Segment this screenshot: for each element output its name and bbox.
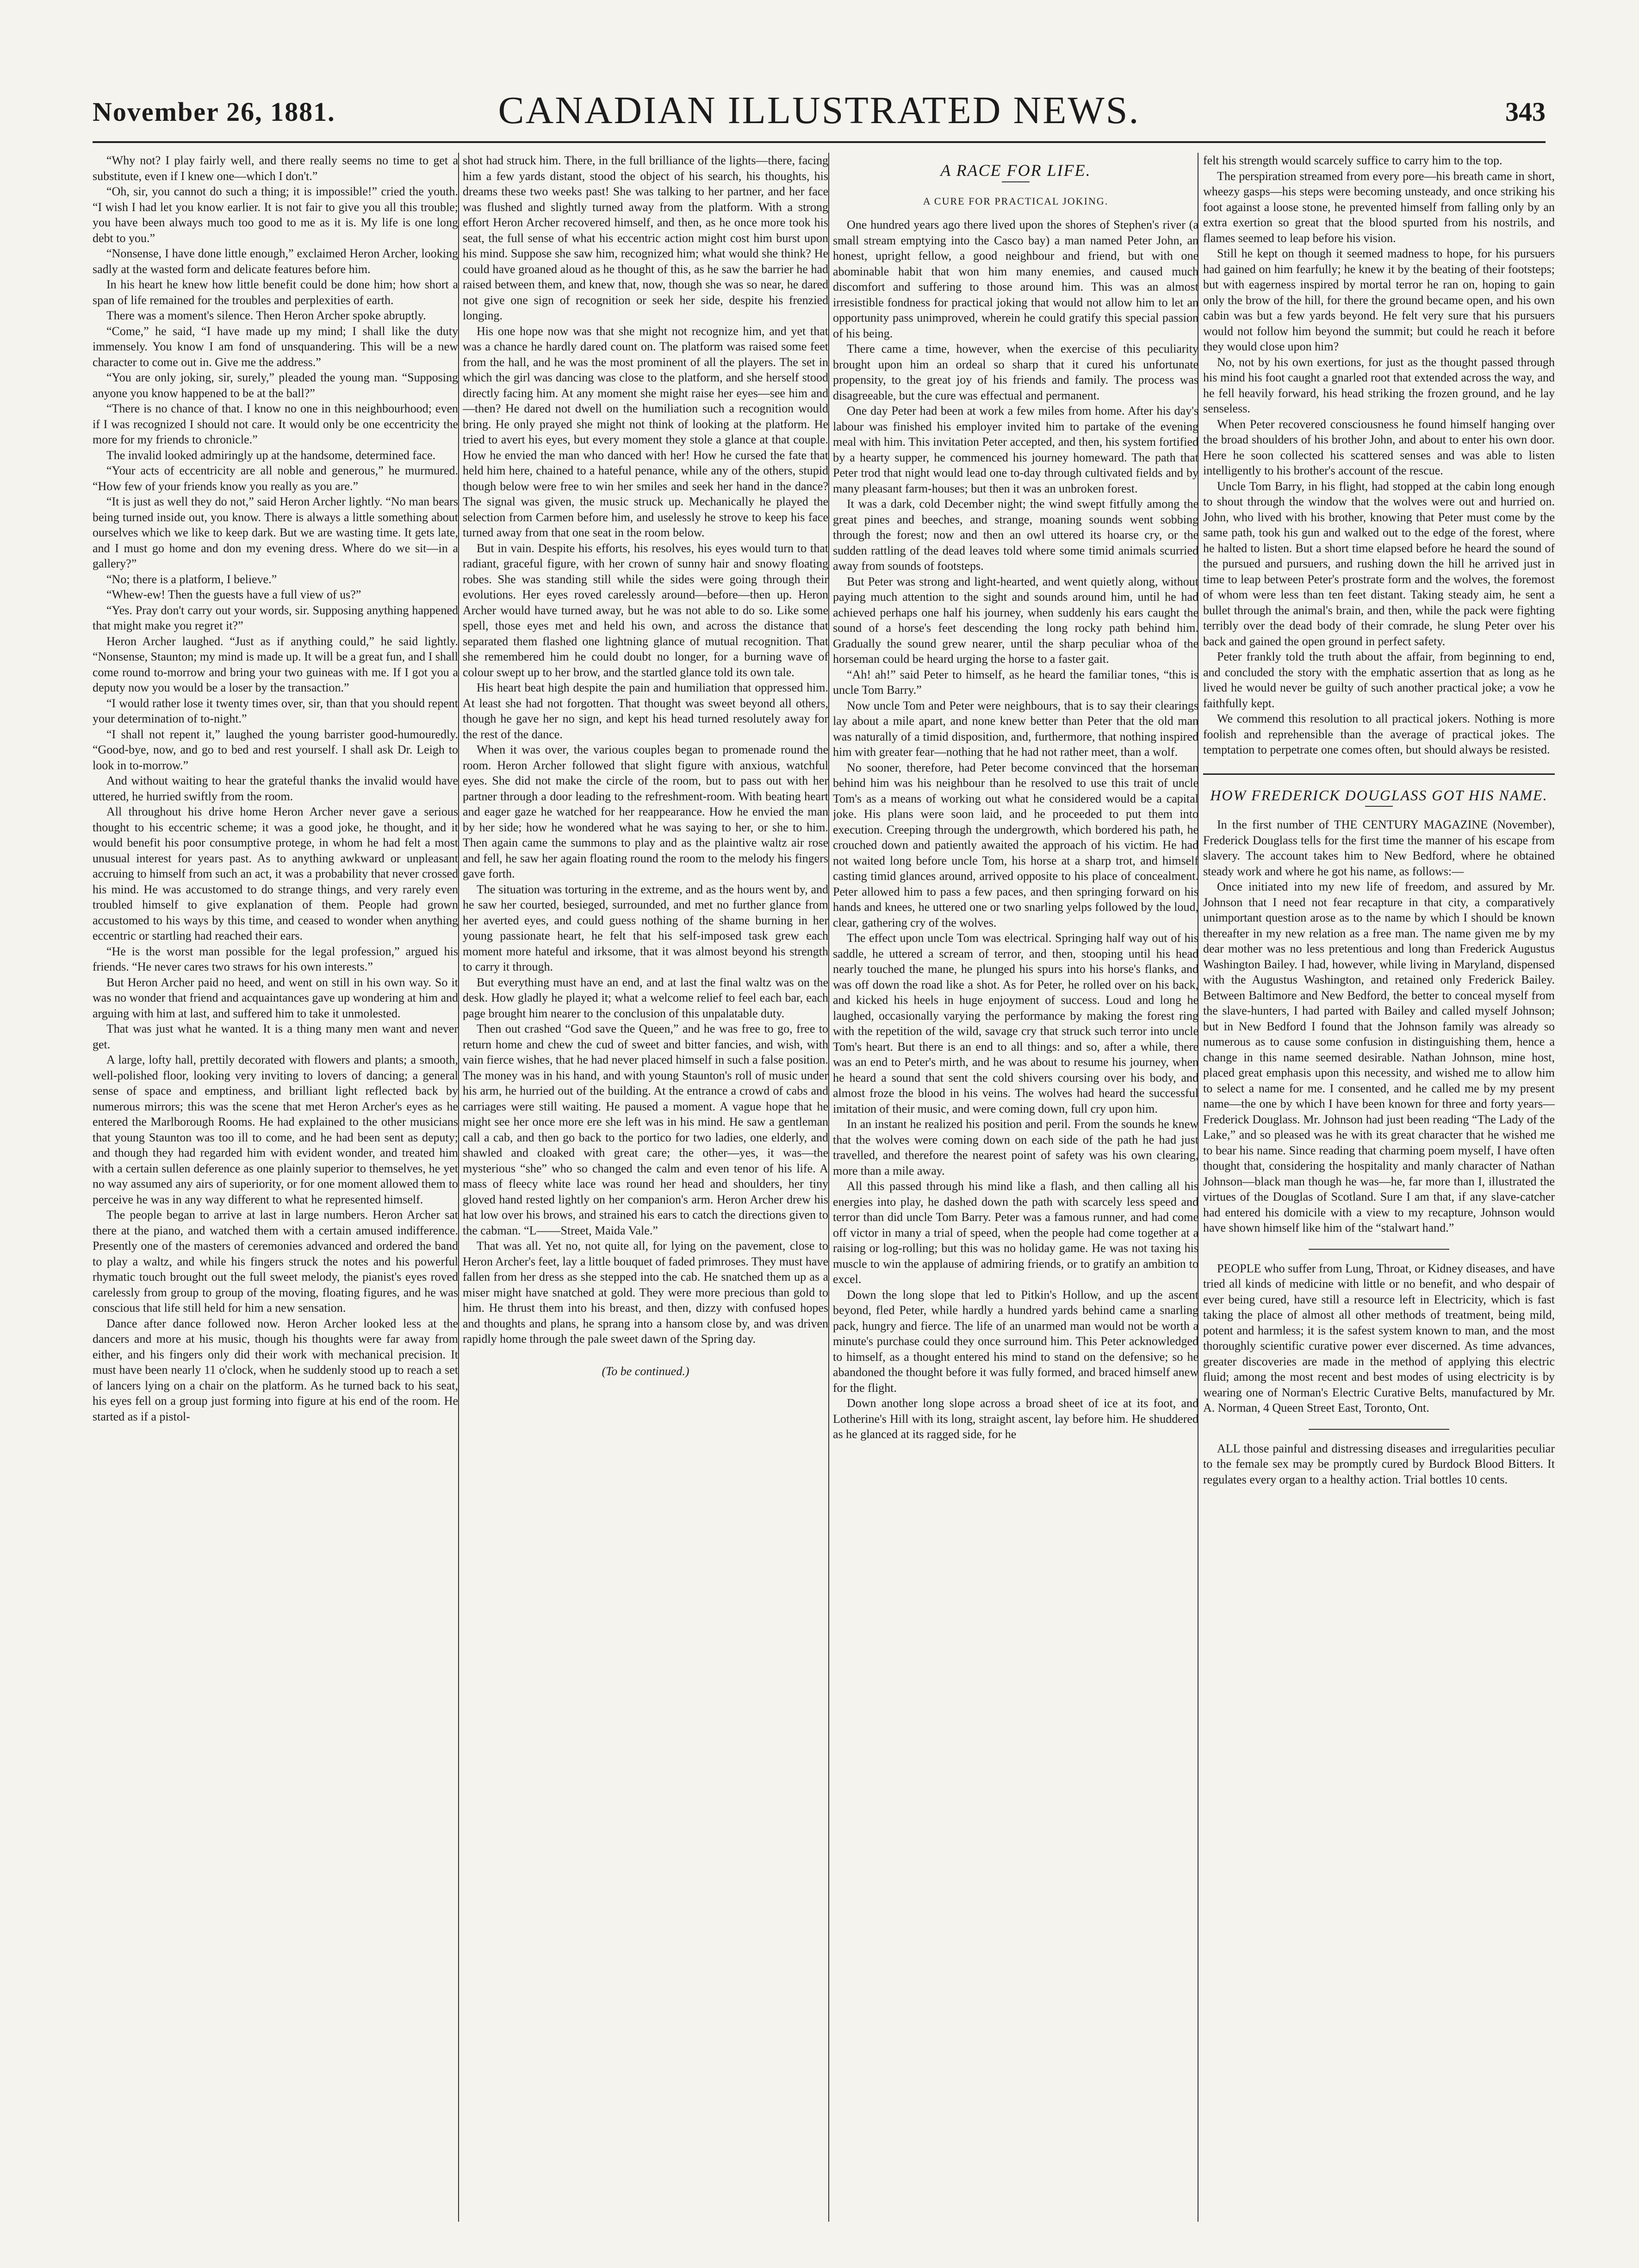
column-rule [458,153,459,2222]
paragraph: “Your acts of eccentricity are all noble and generous,” he murmured. “How few of your friends know you really as you are.” [93,464,458,493]
paragraph: In an instant he realized his position and peril. From the sounds he knew that the wolves were coming down on each side of the path he had just travelled, and therefore the nearest point of safety was his own clearing, more than a mile away. [833,1117,1198,1178]
newspaper-title: CANADIAN ILLUSTRATED NEWS. [498,89,1140,132]
advertisement: ALL those painful and distressing diseases and irregularities peculiar to the female sex may be promptly cured by Burdock Blood Bitters. It regulates every organ to a healthy action. Trial bottles 10 cents. [1203,1441,1555,1486]
paragraph: But Peter was strong and light-hearted, and went quietly along, without paying much attention to the sight and sounds around him, until he had achieved perhaps one half his journey, when suddenly his ears caught the sound of a horse's feet descending the long rocky path behind him. Gradually the sound grew nearer, until the sharp peculiar whoa of the horseman could be heard urging the horse to a faster gait. [833,574,1198,666]
paragraph: Dance after dance followed now. Heron Archer looked less at the dancers and more at his music, though his thoughts were far away from either, and his fingers only did their work with mechanical precision. It must have been nearly 11 o'clock, when he suddenly stood up to reach a set of lancers lying on a chair on the platform. As he turned back to his seat, his eyes fell on a group just forming into figure at his end of the room. He started as if a pistol- [93,1316,458,1423]
paragraph: Once initiated into my new life of freedom, and assured by Mr. Johnson that I need not fear recapture in that city, a comparatively unimportant question arose as to the name by which I should be known thereafter in my new relation as a free man. The name given me by my dear mother was no less pretentious and long than Frederick Augustus Washington Bailey. I had, however, while living in Maryland, dispensed with the Augustus Washington, and retained only Frederick Bailey. Between Baltimore and New Bedford, the better to conceal myself from the slave-hunters, I had parted with Bailey and called myself Johnson; but in New Bedford I found that the Johnson family was already so numerous as to cause some confusion in distinguishing them, hence a change in this name seemed desirable. Nathan Johnson, mine host, placed great emphasis upon this necessity, and wished me to allow him to select a name for me. I consented, and he called me by my present name—the one by which I have been known for three and forty years—Frederick Douglass. Mr. Johnson had just been reading “The Lady of the Lake,” and so pleased was he with its great character that he wished me to bear his name. Since reading that charming poem myself, I have often thought that, considering the hospitality and manly character of Nathan Johnson—black man though he was—he, far more than I, illustrated the virtues of the Douglas of Scotland. Sure I am that, if any slave-catcher had entered his domicile with a view to my recapture, Johnson would have shown himself like him of the “stalwart hand.” [1203,880,1555,1234]
paragraph: In his heart he knew how little benefit could be done him; how short a span of life remained for the troubles and perplexities of earth. [93,278,458,307]
column-2 [463,153,828,2222]
paragraph: In the first number of THE CENTURY MAGAZINE (November), Frederick Douglass tells for the first time the manner of his escape from slavery. The account takes him to New Bedford, where he obtained steady work and where he got his name, as follows:— [1203,818,1555,878]
paragraph: The perspiration streamed from every pore—his breath came in short, wheezy gasps—his steps were becoming unsteady, and once striking his foot against a loose stone, he prevented himself from falling only by an extra exertion so great that the blood spurted from his nostrils, and flames seemed to leap before his vision. [1203,169,1555,245]
paragraph: Still he kept on though it seemed madness to hope, for his pursuers had gained on him fearfully; he knew it by the beating of their footsteps; but with eagerness inspired by mortal terror he ran on, hoping to gain only the brow of the hill, for there the ground became open, and his own cabin was but a few yards beyond. He felt very sure that his pursuers would not follow him beyond the summit; but could he reach it before they would close upon him? [1203,247,1555,353]
paragraph: That was just what he wanted. It is a thing many men want and never get. [93,1022,458,1051]
paragraph: No sooner, therefore, had Peter become convinced that the horseman behind him was his neighbour than he resolved to use this trait of uncle Tom's as a means of working out what he considered would be a capital joke. His plans were soon laid, and he proceeded to put them into execution. Creeping through the undergrowth, which bordered his path, he crouched down and patiently awaited the approach of his victim. He had not waited long before uncle Tom, his horse at a sharp trot, and himself casting timid glances around, arrived opposite to his place of concealment. Peter allowed him to pass a few paces, and then springing forward on his hands and knees, he uttered one or two snarling yelps followed by the loud, clear, gathering cry of the wolves. [833,760,1198,929]
column-3 [833,153,1198,2222]
masthead [93,88,1546,139]
paragraph: The situation was torturing in the extreme, and as the hours went by, and he saw her courted, besieged, surrounded, and met no further glance from her averted eyes, and could guess nothing of the shame burning in her young passionate heart, he felt that his self-imposed task grew each moment more hateful and irksome, that it was almost beyond his strength to carry it through. [463,882,828,973]
to-be-continued: (To be continued.) [602,1364,689,1378]
paragraph: A large, lofty hall, prettily decorated with flowers and plants; a smooth, well-polished floor, looking very inviting to lovers of dancing; a general sense of space and emptiness, and brilliant light reflected back by numerous mirrors; this was the scene that met Heron Archer's eyes as he entered the Marlborough Rooms. He had explained to the other musicians that young Staunton was too ill to come, and he had been sent as deputy; and though they had regarded him with evident wonder, and treated him with a certain sullen deference as one plainly superior to themselves, he yet no way assumed any airs of superiority, or for one moment allowed them to perceive he was in any way different to what he represented himself. [93,1053,458,1206]
paragraph: That was all. Yet no, not quite all, for lying on the pavement, close to Heron Archer's feet, lay a little bouquet of faded primroses. They must have fallen from her dress as she stepped into the cab. He snatched them up as a miser might have snatched at gold. They were more precious than gold to him. He thrust them into his breast, and then, dizzy with confused hopes and thoughts and plans, he sprang into a hansom close by, and was driven rapidly home through the pale sweet dawn of the Spring day. [463,1239,828,1346]
paragraph: Peter frankly told the truth about the affair, from beginning to end, and concluded the story with the emphatic assertion that as long as he lived he would never be guilty of such another practical joke; a vow he faithfully kept. [1203,650,1555,710]
paragraph: “Whew-ew! Then the guests have a full view of us?” [106,588,361,601]
page-number: 343 [1505,97,1546,127]
title-dash [1002,181,1030,182]
paragraph: “It is just as well they do not,” said Heron Archer lightly. “No man bears being turned inside out, you know. There is always a little something about ourselves which we like to keep dark. But we are wasting time. It gets late, and I must go home and don my evening dress. Where do we sit—in a gallery?” [93,495,458,570]
paragraph: Heron Archer laughed. “Just as if anything could,” he said lightly. “Nonsense, Staunton; my mind is made up. It will be a great fun, and I shall come round to-morrow and bring your two guineas with me. If I got you a deputy now you would be a loser by the transaction.” [93,634,458,694]
paragraph: There was a moment's silence. Then Heron Archer spoke abruptly. [106,309,426,322]
paragraph: But everything must have an end, and at last the final waltz was on the desk. How gladly he played it; what a welcome relief to feel each bar, each page brought him nearer to the conclusion of this unpalatable duty. [463,975,828,1020]
paragraph: “There is no chance of that. I know no one in this neighbourhood; even if I was recognized I should not care. It would only be one eccentricity the more for my friends to chronicle.” [93,402,458,446]
paragraph: Uncle Tom Barry, in his flight, had stopped at the cabin long enough to shout through the window that the wolves were out and hurried on. John, who lived with his brother, knowing that Peter must come by the same path, took his gun and walked out to the edge of the forest, where he halted to listen. But a short time elapsed before he heard the sound of the pursued and pursuers, and rushing down the hill he arrived just in time to leap between Peter's prostrate form and the wolves, the foremost of whom were less than ten feet distant. Taking steady aim, he sent a bullet through the animal's brain, and then, while the pack were fighting terribly over the dead body of their comrade, he slung Peter over his back and gained the open ground in perfect safety. [1203,479,1555,648]
paragraph: The invalid looked admiringly up at the handsome, determined face. [106,448,436,462]
section-rule [1309,1429,1449,1430]
paragraph: “He is the worst man possible for the legal profession,” argued his friends. “He never cares two straws for his own interests.” [93,944,458,973]
section-rule [1203,773,1555,775]
paragraph: “Why not? I play fairly well, and there really seems no time to get a substitute, even if I knew one—which I don't.” [93,154,458,183]
paragraph: Then out crashed “God save the Queen,” and he was free to go, free to return home and chew the cud of sweet and bitter fancies, and wish, with vain fierce wishes, that he had never placed himself in such a false position. The money was in his hand, and with young Staunton's roll of music under his arm, he hurried out of the building. At the entrance a crowd of cabs and carriages were still waiting. He paused a moment. A vague hope that he might see her once more ere she left was in his mind. He saw a gentleman call a cab, and then go back to the portico for two ladies, one elderly, and shawled and cloaked with great care; the other—yes, it was—the mysterious “she” who so changed the calm and even tenor of his life. A mass of fleecy white lace was round her head and shoulders, her tiny gloved hand rested lightly on her companion's arm. Heron Archer drew his hat low over his brows, and strained his ears to catch the directions given to the cabman. “L——Street, Maida Vale.” [463,1022,828,1237]
paragraph: shot had struck him. There, in the full brilliance of the lights—there, facing him a few yards distant, stood the object of his search, his thoughts, his dreams these two weeks past! She was talking to her partner, and her face was flushed and slightly turned away from the platform. With a strong effort Heron Archer recovered himself, and then, as he once more took his seat, the full sense of what his eccentric action might cost him burst upon his mind. Suppose she saw him, recognized him; what would she think? He could have groaned aloud as he thought of this, as he saw the barrier he had raised between them, and knew that, now, though she was so near, he dared not give one sign of recognition or seek her side, despite his frenzied longing. [463,154,828,322]
section-rule [1309,1249,1449,1250]
paragraph: When Peter recovered consciousness he found himself hanging over the broad shoulders of his brother John, and about to enter his own door. Here he soon collected his scattered senses and was able to listen intelligently to his brother's account of the rescue. [1203,417,1555,477]
paragraph: We commend this resolution to all practical jokers. Nothing is more foolish and reprehensible than the average of practical jokes. The temptation to perpetrate one comes often, but should always be resisted. [1203,712,1555,756]
article-subtitle: A CURE FOR PRACTICAL JOKING. [923,195,1109,207]
paragraph: His one hope now was that she might not recognize him, and yet that was a chance he hardly dared count on. The platform was raised some feet from the hall, and he was the most prominent of all the players. The set in which the girl was dancing was close to the platform, and she herself stood directly facing him. At any moment she might raise her eyes—see him and—then? He dared not dwell on the humiliation such a recognition would bring. He only prayed she might not think of looking at the platform. He tried to avert his eyes, but every moment they stole a glance at that couple. How he envied the man who danced with her! How he cursed the fate that held him here, chained to a hateful penance, while any of the others, stupid though below were free to win her smiles and seek her hand in the dance? The signal was given, the music struck up. Mechanically he played the selection from Carmen before him, and uselessly he strove to keep his face turned away from that one seat in the room below. [463,324,828,539]
paragraph: There came a time, however, when the exercise of this peculiarity brought upon him an ordeal so sharp that it cured his unfortunate propensity, to the great joy of his friends and family. The process was disagreeable, but the cure was effectual and permanent. [833,342,1198,402]
paragraph: No, not by his own exertions, for just as the thought passed through his mind his foot caught a gnarled root that extended across the way, and he fell heavily forward, his head striking the frozen ground, and he lay senseless. [1203,355,1555,415]
article-title: A RACE FOR LIFE. [940,161,1091,180]
article-title: HOW FREDERICK DOUGLASS GOT HIS NAME. [1210,786,1548,804]
paragraph: One hundred years ago there lived upon the shores of Stephen's river (a small stream emptying into the Casco bay) a man named Peter John, an honest, upright fellow, a good neighbour and friend, but with one abominable habit that won him many enemies, and caused much discomfort and suffering to those around him. This was an almost irresistible fondness for practical joking that would not allow him to let an opportunity pass unimproved, wherein he could gratify this special passion of his being. [833,218,1198,340]
paragraph: It was a dark, cold December night; the wind swept fitfully among the great pines and beeches, and strange, moaning sounds went sobbing through the forest; now and then an owl uttered its hoarse cry, or the sudden rattling of the dead leaves told where some timid animals scurried away from sounds of footsteps. [833,497,1198,573]
paragraph: felt his strength would scarcely suffice to carry him to the top. [1203,154,1502,167]
paragraph: Down the long slope that led to Pitkin's Hollow, and up the ascent beyond, fled Peter, while hardly a hundred yards behind came a snarling pack, hungry and fierce. The life of an unarmed man would not be worth a minute's purchase could they once surround him. This Peter acknowledged to himself, as a thought entered his mind to stand on the defensive; so he abandoned the thought before it was fully formed, and braced himself anew for the flight. [833,1288,1198,1395]
paragraph: The people began to arrive at last in large numbers. Heron Archer sat there at the piano, and watched them with a certain amused indifference. Presently one of the masters of ceremonies advanced and ordered the band to play a waltz, and while his fingers struck the notes and his powerful rhymatic touch brought out the full sweet melody, the pianist's eyes roved carelessly from group to group of the moving, floating figures, and he was conscious that life still held for him a new sensation. [93,1208,458,1315]
paragraph: All throughout his drive home Heron Archer never gave a serious thought to his eccentric scheme; it was a good joke, he thought, and it would benefit his poor consumptive protege, in whom he had felt a most unusual interest for years past. As to anything awkward or unpleasant accruing to himself from such an act, it was a probability that never crossed his mind. He was accustomed to do strange things, and very rarely even troubled himself to give explanation of them. People had grown accustomed to his ways by this time, and ceased to wonder when anything eccentric or startling had reached their ears. [93,805,458,942]
paragraph: His heart beat high despite the pain and humiliation that oppressed him. At least she had not forgotten. That thought was sweet beyond all others, though he gave her no sign, and kept his head turned resolutely away for the rest of the dance. [463,681,828,741]
paragraph: All this passed through his mind like a flash, and then calling all his energies into play, he dashed down the path with scarcely less speed and terror than did uncle Tom Barry. Peter was a famous runner, and had come off victor in many a trial of speed, when the people had come together at a raising or log-rolling; but this was no holiday game. He was not taxing his muscle to win the applause of admiring friends, or to gratify an ambition to excel. [833,1179,1198,1286]
paragraph: “I would rather lose it twenty times over, sir, than that you should repent your determination of to-night.” [93,696,458,725]
paragraph: “You are only joking, sir, surely,” pleaded the young man. “Supposing anyone you know happened to be at the ball?” [93,371,458,400]
paragraph: The effect upon uncle Tom was electrical. Springing half way out of his saddle, he uttered a scream of terror, and then, stooping until his head nearly touched the mane, he plunged his spurs into his horse's flanks, and was off down the road like a shot. As for Peter, he rolled over on his back, and kicked his heels in huge enjoyment of success. Loud and long he laughed, occasionally varying the performance by making the forest ring with the repetition of the wild, savage cry that struck such terror into uncle Tom's heart. But there is an end to all things: and so, after a while, there was an end to Peter's mirth, and he was about to resume his journey, when he heard a sound that sent the cold shivers coursing over his body, and almost froze the blood in his veins. The wolves had heard the successful imitation of their music, and were coming down, full cry upon him. [833,931,1198,1115]
paragraph: “Ah! ah!” said Peter to himself, as he heard the familiar tones, “this is uncle Tom Barry.” [833,667,1198,697]
issue-date: November 26, 1881. [93,97,335,127]
title-dash [1365,806,1393,807]
column-1 [93,153,458,2222]
paragraph: When it was over, the various couples began to promenade round the room. Heron Archer followed that slight figure with anxious, watchful eyes. She did not make the circle of the room, but to pass out with her partner through a door leading to the refreshment-room. With beating heart and eager gaze he watched for her reappearance. How he envied the man by her side; how he wondered what he was saying to her, or she to him. Then again came the summons to play and as the plaintive waltz air rose and fell, he saw her again floating round the room to the melody his fingers gave forth. [463,743,828,880]
paragraph: Now uncle Tom and Peter were neighbours, that is to say their clearings lay about a mile apart, and none knew better than Peter that the old man was naturally of a timid disposition, and, furthermore, that nothing inspired him with greater fear—nothing that he had not rather meet, than a wolf. [833,698,1198,759]
paragraph: “Nonsense, I have done little enough,” exclaimed Heron Archer, looking sadly at the wasted form and delicate features before him. [93,247,458,276]
column-4 [1203,153,1555,2222]
paragraph: But Heron Archer paid no heed, and went on still in his own way. So it was no wonder that friend and acquaintances gave up wondering at him and arguing with him at last, and suffered him to take it unmolested. [93,975,458,1020]
paragraph: But in vain. Despite his efforts, his resolves, his eyes would turn to that radiant, graceful figure, with her crown of sunny hair and snowy floating robes. She was standing still while the sides were going through their evolutions. Her eyes roved carelessly around—before—then up. Heron Archer would have turned away, but he was not able to do so. Like some spell, those eyes met and held his own, and across the distance that separated them flashed one lightning glance of mutual recognition. That she remembered him he could doubt no longer, for a burning wave of colour swept up to her brow, and the startled glance told its own tale. [463,541,828,679]
paragraph: One day Peter had been at work a few miles from home. After his day's labour was finished his employer invited him to partake of the evening meal with him. This invitation Peter accepted, and then, his system fortified by a hearty supper, he commenced his journey homeward. The path that Peter trod that night would lead one to-day through cultivated fields and by many pleasant farm-houses; but then it was an unbroken forest. [833,404,1198,495]
paragraph: “Oh, sir, you cannot do such a thing; it is impossible!” cried the youth. “I wish I had let you know earlier. It is not fair to give you all this trouble; you have been always much too good to me as it is. My life is one long debt to you.” [93,185,458,245]
advertisement: PEOPLE who suffer from Lung, Throat, or Kidney diseases, and have tried all kinds of medicine with little or no benefit, and who despair of ever being cured, have still a resource left in Electricity, which is fast taking the place of almost all other methods of treatment, being mild, potent and harmless; it is the safest system known to man, and the most thoroughly scientific curative power ever discerned. As time advances, greater discoveries are made in the method of applying this electric fluid; among the most recent and best modes of using electricity is by wearing one of Norman's Electric Curative Belts, manufactured by Mr. A. Norman, 4 Queen Street East, Toronto, Ont. [1203,1261,1555,1414]
column-rule [828,153,829,2222]
paragraph: And without waiting to hear the grateful thanks the invalid would have uttered, he hurried swiftly from the room. [93,774,458,803]
paragraph: “Come,” he said, “I have made up my mind; I shall like the duty immensely. You know I am fond of unsquandering. This will be a new character to come out in. Give me the address.” [93,324,458,369]
header-rule [93,141,1546,143]
paragraph: “Yes. Pray don't carry out your words, sir. Supposing anything happened that might make you regret it?” [93,603,458,632]
paragraph: Down another long slope across a broad sheet of ice at its foot, and Lotherine's Hill with its long, straight ascent, lay before him. He shuddered as he glanced at its ragged side, for he [833,1396,1198,1441]
paragraph: “I shall not repent it,” laughed the young barrister good-humouredly. “Good-bye, now, and go to bed and rest yourself. I shall ask Dr. Leigh to look in to-morrow.” [93,727,458,772]
paragraph: “No; there is a platform, I believe.” [106,572,277,586]
